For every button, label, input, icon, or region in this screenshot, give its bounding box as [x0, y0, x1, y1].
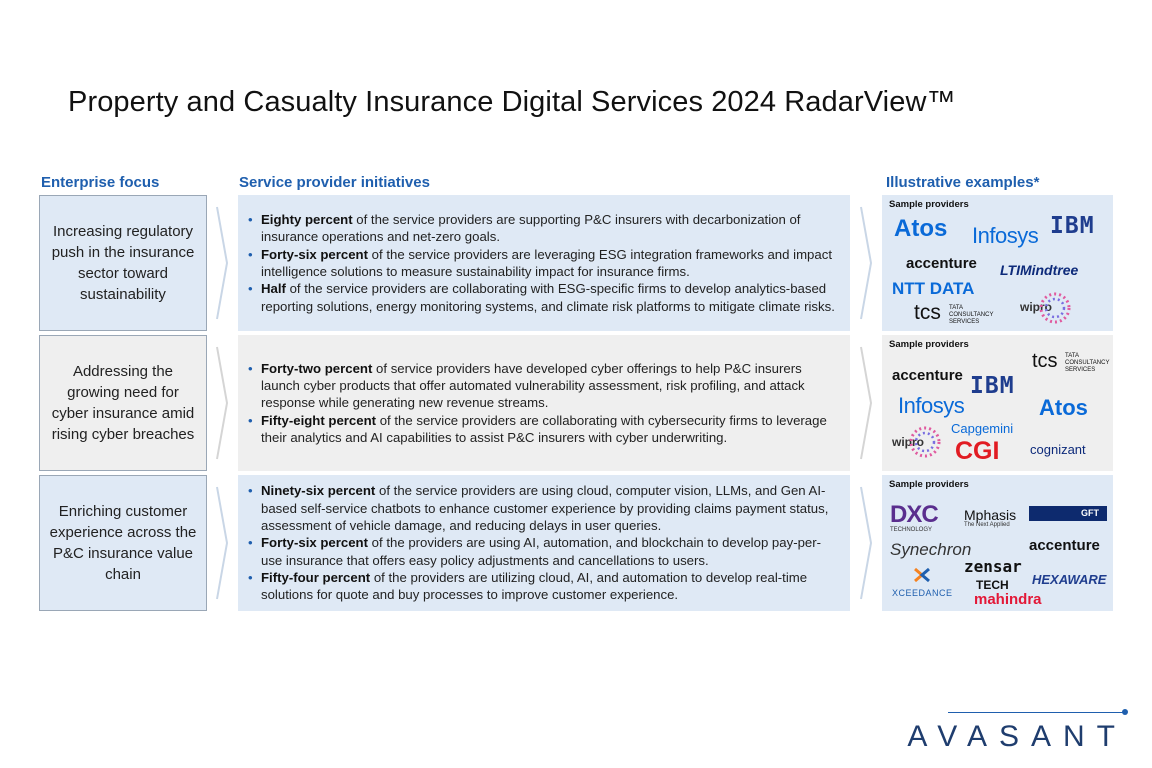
chevron-right-icon: [855, 475, 877, 611]
wipro-logo: wipro: [1020, 300, 1052, 314]
wipro-dots-icon: [1038, 291, 1072, 325]
mphasis-logo: Mphasis: [964, 507, 1017, 523]
initiative-bullet: • Forty-two percent of service providers have developed cyber offerings to help P&C insurers launch cyber products that offer automated vulnerability assessment, risk profiling, and attack response while generating new revenue streams.: [248, 360, 842, 412]
wipro-logo: wipro: [892, 435, 924, 449]
initiative-bullet: • Half of the service providers are collaborating with ESG-specific firms to develop analytics-based reporting solutions, energy monitoring systems, and climate risk platforms to mitigate climate risks.: [248, 280, 842, 315]
ibm-logo: IBM: [970, 373, 1015, 399]
cognizant-logo: cognizant: [1030, 442, 1086, 457]
tech-mahindra-tech-logo: TECH: [976, 578, 1009, 592]
gft-logo: GFT: [1029, 506, 1107, 521]
brand-dot-icon: [1122, 709, 1128, 715]
accenture-logo: accenture: [1029, 537, 1100, 554]
sample-providers-label: Sample providers: [889, 479, 969, 490]
tech-mahindra-logo: mahindra: [974, 591, 1042, 608]
initiatives-cell: [238, 195, 850, 331]
synechron-logo: Synechron: [890, 540, 972, 559]
ibm-logo: IBM: [1050, 213, 1095, 239]
mphasis-tagline-logo: The Next Applied: [964, 522, 1010, 528]
examples-cell: [882, 195, 1113, 331]
sample-providers-label: Sample providers: [889, 339, 969, 350]
xceedance-logo: XCEEDANCE: [892, 588, 953, 598]
examples-cell: [882, 475, 1113, 611]
tcs-logo: tcs: [914, 301, 941, 324]
cgi-logo: CGI: [955, 437, 1000, 465]
infosys-logo: Infosys: [972, 223, 1039, 248]
page-title: Property and Casualty Insurance Digital Services 2024 RadarView™: [68, 86, 956, 118]
initiative-bullet: • Forty-six percent of the providers are using AI, automation, and blockchain to develop pay-per-use insurance that offers easy policy adjustments and cancellations to users.: [248, 534, 842, 569]
tcs-name-logo: TATA CONSULTANCY SERVICES: [1065, 353, 1110, 373]
avasant-logo: AVASANT: [907, 720, 1127, 753]
dxc-logo: DXC: [890, 501, 938, 528]
initiative-bullet: • Fifty-four percent of the providers are utilizing cloud, AI, and automation to develop real-time solutions for quote and buy processes to improve customer experience.: [248, 569, 842, 604]
examples-cell: [882, 335, 1113, 471]
sample-providers-label: Sample providers: [889, 199, 969, 210]
initiative-bullet: • Eighty percent of the service providers are supporting P&C insurers with decarbonization of insurance operations and net-zero goals.: [248, 211, 842, 246]
chevron-right-icon: [855, 195, 877, 331]
xceedance-mark-icon: [912, 565, 932, 585]
row-sustainability: [0, 195, 1152, 331]
initiatives-cell: [238, 475, 850, 611]
initiative-bullet: • Ninety-six percent of the service providers are using cloud, computer vision, LLMs, and Gen AI-based self-service chatbots to enhance customer experience by providing claims payment status, assessment of vehicle damage, and reducing delays in user queries.: [248, 482, 842, 534]
initiatives-cell: [238, 335, 850, 471]
focus-cell: Increasing regulatory push in the insurance sector toward sustainability: [39, 195, 207, 331]
atos-logo: Atos: [894, 215, 948, 242]
wipro-dots-icon: [908, 425, 942, 459]
chevron-right-icon: [211, 195, 233, 331]
accenture-logo: accenture: [906, 255, 977, 272]
initiative-bullet: • Fifty-eight percent of the service providers are collaborating with cybersecurity firms to leverage their analytics and AI capabilities to assist P&C insurers with cyber underwriting.: [248, 412, 842, 447]
row-customer-experience: [0, 475, 1152, 611]
focus-cell: Addressing the growing need for cyber insurance amid rising cyber breaches: [39, 335, 207, 471]
header-illustrative-examples: Illustrative examples*: [886, 174, 1040, 191]
chevron-right-icon: [211, 475, 233, 611]
chevron-right-icon: [855, 335, 877, 471]
chevron-right-icon: [211, 335, 233, 471]
tcs-logo: tcs: [1032, 350, 1058, 372]
header-service-provider-initiatives: Service provider initiatives: [239, 174, 430, 191]
ltimindtree-logo: LTIMindtree: [1000, 262, 1079, 278]
dxc-technology-logo: TECHNOLOGY: [890, 527, 933, 533]
hexaware-logo: HEXAWARE: [1032, 572, 1107, 587]
zensar-logo: zensar: [964, 557, 1022, 576]
ntt-data-logo: NTT DATA: [892, 279, 975, 298]
brand-line: [948, 712, 1124, 713]
tcs-name-logo: TATA CONSULTANCY SERVICES: [949, 305, 994, 325]
atos-logo: Atos: [1039, 395, 1088, 420]
header-enterprise-focus: Enterprise focus: [41, 174, 160, 191]
infosys-logo: Infosys: [898, 393, 965, 418]
focus-cell: Enriching customer experience across the P&C insurance value chain: [39, 475, 207, 611]
row-cyber-insurance: [0, 335, 1152, 471]
capgemini-logo: Capgemini: [951, 421, 1014, 436]
initiative-bullet: • Forty-six percent of the service providers are leveraging ESG integration frameworks and impact intelligence solutions to measure sustainability impact for insurance firms.: [248, 246, 842, 281]
accenture-logo: accenture: [892, 367, 963, 384]
